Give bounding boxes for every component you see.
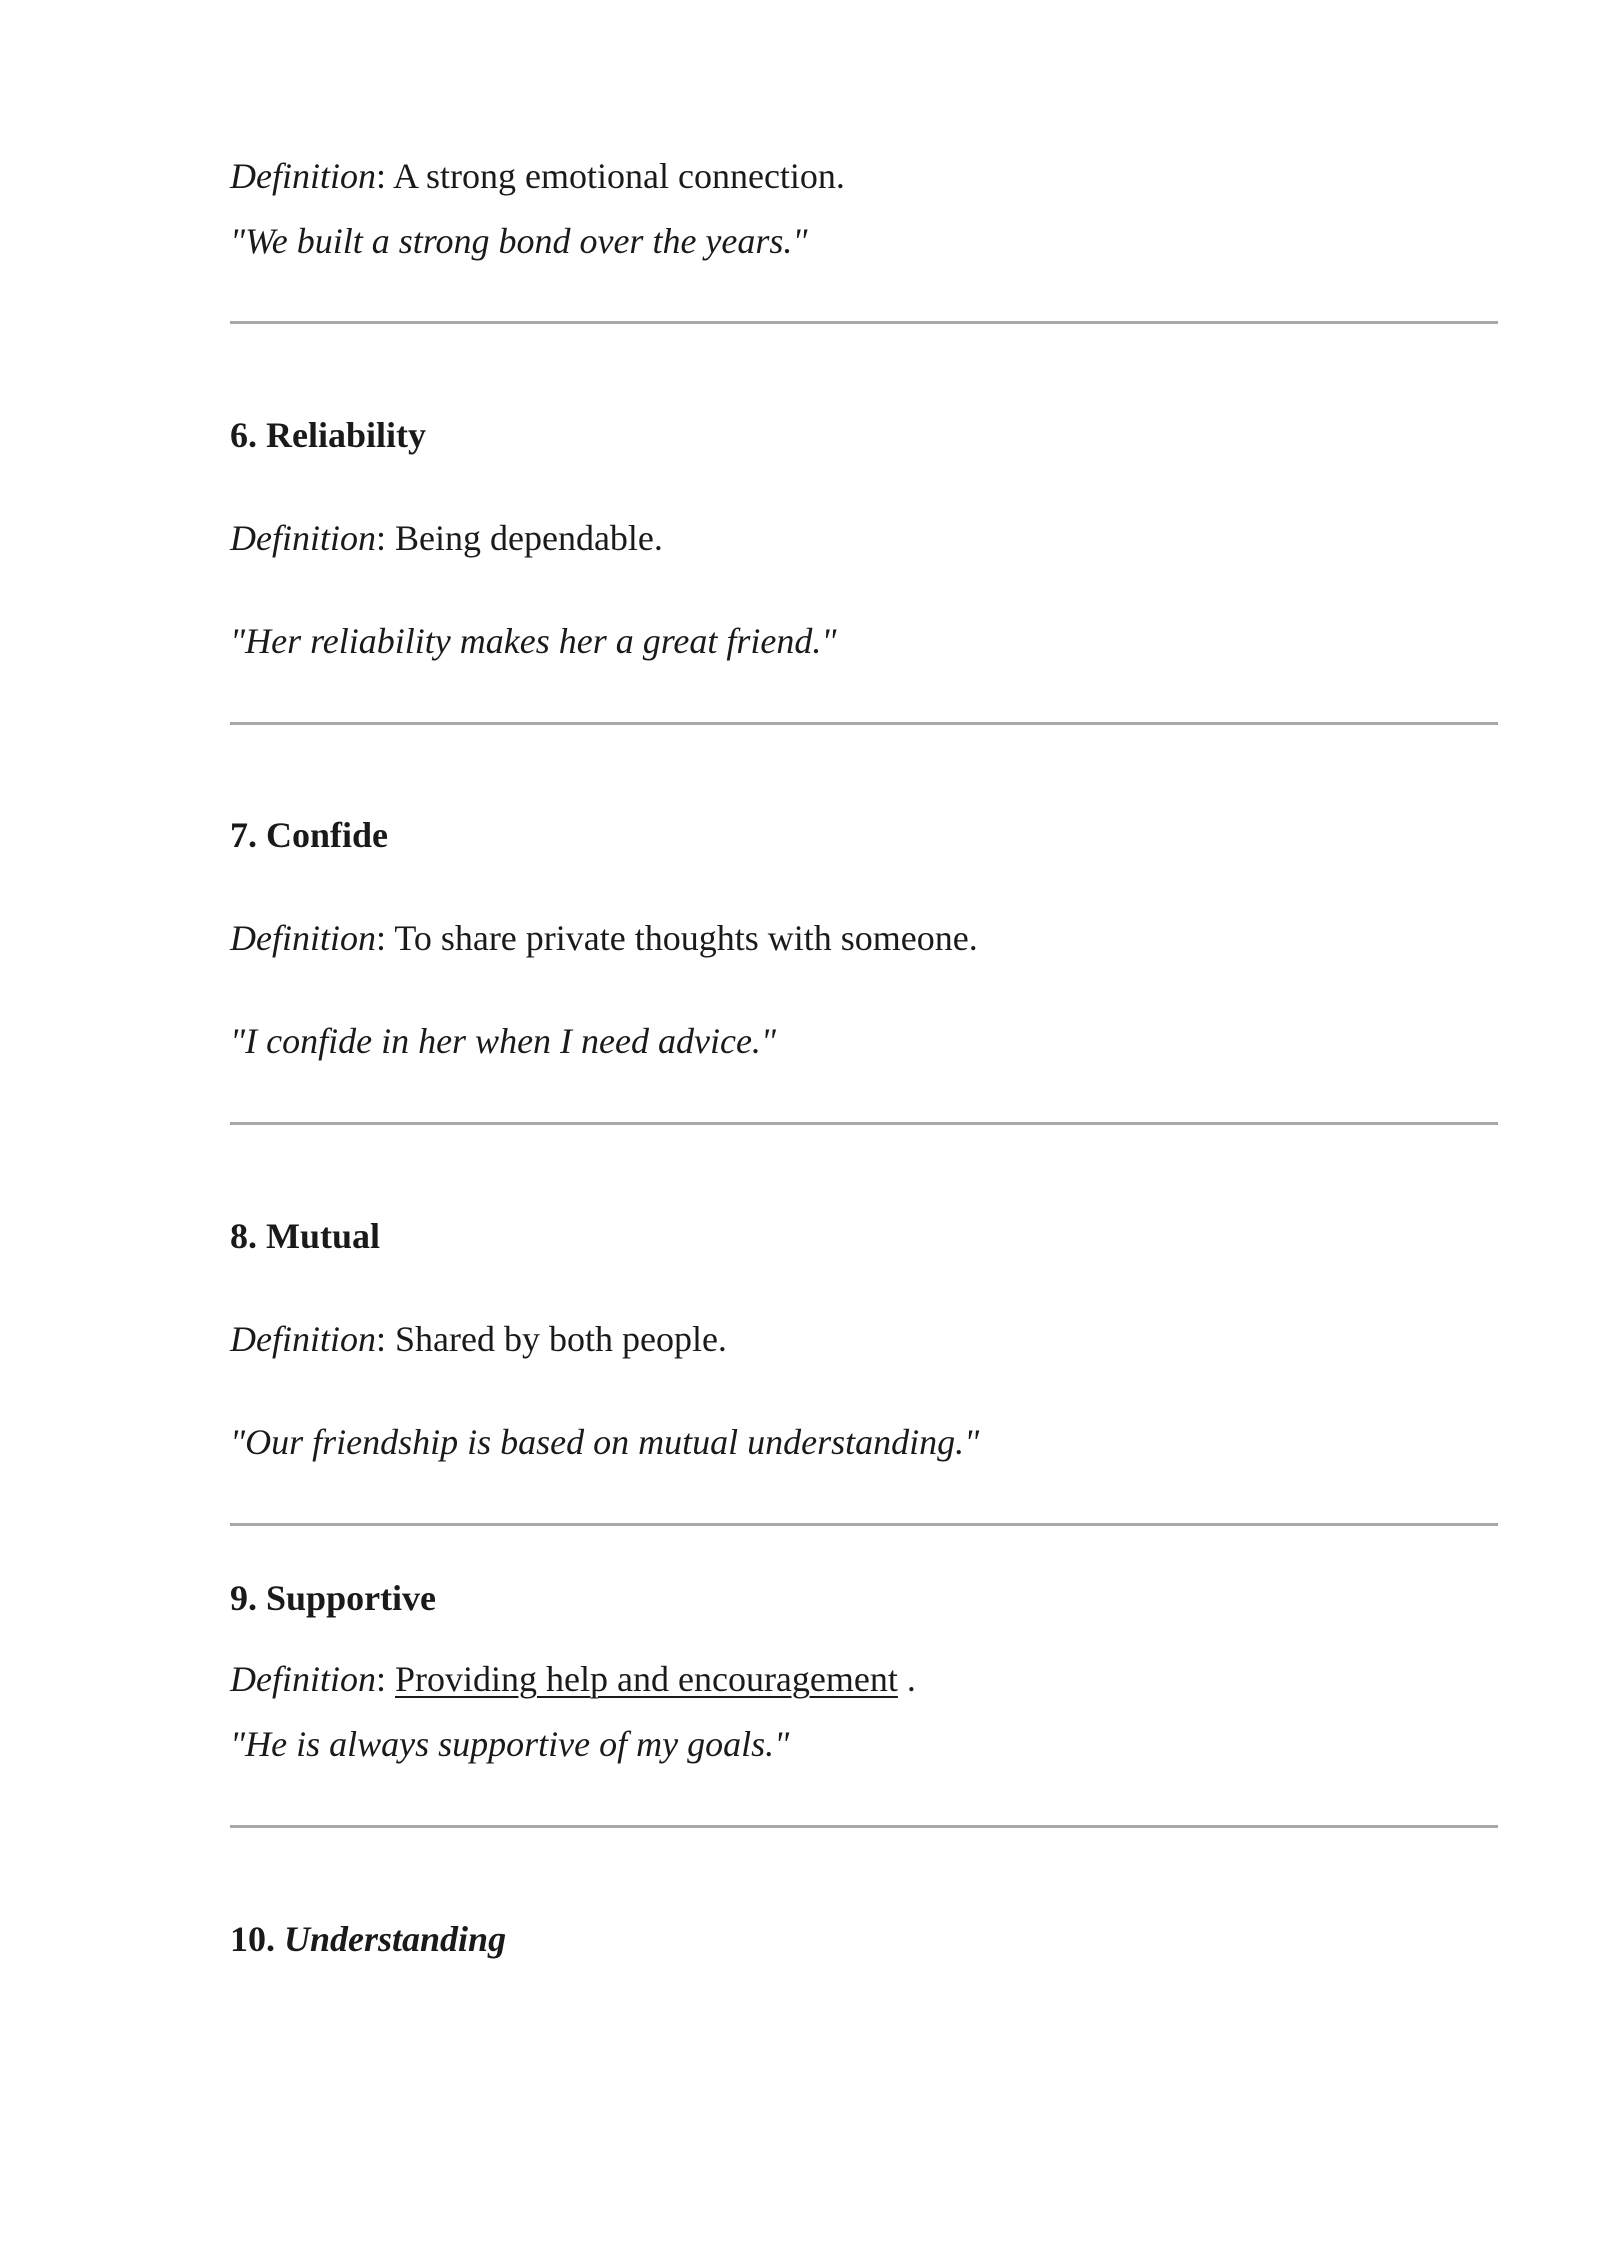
term-heading bbox=[230, 813, 388, 857]
example-sentence: "Her reliability makes her a great friend." bbox=[230, 621, 837, 661]
example-sentence: "We built a strong bond over the years." bbox=[230, 221, 808, 261]
example-sentence: "He is always supportive of my goals." bbox=[230, 1724, 790, 1764]
definition-label: Definition bbox=[230, 1319, 376, 1359]
divider bbox=[230, 1122, 1498, 1125]
term-number: 8. bbox=[230, 1216, 257, 1256]
example-sentence: "I confide in her when I need advice." bbox=[230, 1021, 777, 1061]
definition-text: : Shared by both people. bbox=[376, 1319, 727, 1359]
definition-separator: : bbox=[376, 1659, 396, 1699]
definition-end: . bbox=[897, 1659, 916, 1699]
term-title: Confide bbox=[266, 815, 389, 855]
definition-text: : A strong emotional connection. bbox=[376, 156, 845, 196]
term-heading bbox=[230, 1576, 436, 1620]
divider bbox=[230, 722, 1498, 725]
divider bbox=[230, 1825, 1498, 1828]
definition-label: Definition bbox=[230, 918, 376, 958]
definition-line bbox=[230, 154, 845, 198]
term-heading bbox=[230, 413, 426, 457]
term-title: Mutual bbox=[266, 1216, 381, 1256]
term-number: 10. bbox=[230, 1919, 275, 1959]
term-title: Supportive bbox=[266, 1578, 437, 1618]
definition-text: : Being dependable. bbox=[376, 518, 663, 558]
term-title: Understanding bbox=[284, 1919, 507, 1959]
definition-line bbox=[230, 1657, 916, 1701]
definition-line bbox=[230, 1317, 727, 1361]
definition-text: : To share private thoughts with someone. bbox=[376, 918, 978, 958]
definition-line bbox=[230, 516, 663, 560]
term-title: Reliability bbox=[266, 415, 426, 455]
definition-label: Definition bbox=[230, 1659, 376, 1699]
definition-label: Definition bbox=[230, 156, 376, 196]
definition-label: Definition bbox=[230, 518, 376, 558]
example-sentence: "Our friendship is based on mutual understanding." bbox=[230, 1422, 980, 1462]
term-number: 7. bbox=[230, 815, 257, 855]
term-heading bbox=[230, 1917, 506, 1961]
definition-link[interactable]: Providing help and encouragement bbox=[395, 1659, 898, 1699]
term-number: 9. bbox=[230, 1578, 257, 1618]
term-number: 6. bbox=[230, 415, 257, 455]
divider bbox=[230, 1523, 1498, 1526]
term-heading bbox=[230, 1214, 380, 1258]
definition-line bbox=[230, 916, 978, 960]
divider bbox=[230, 321, 1498, 324]
